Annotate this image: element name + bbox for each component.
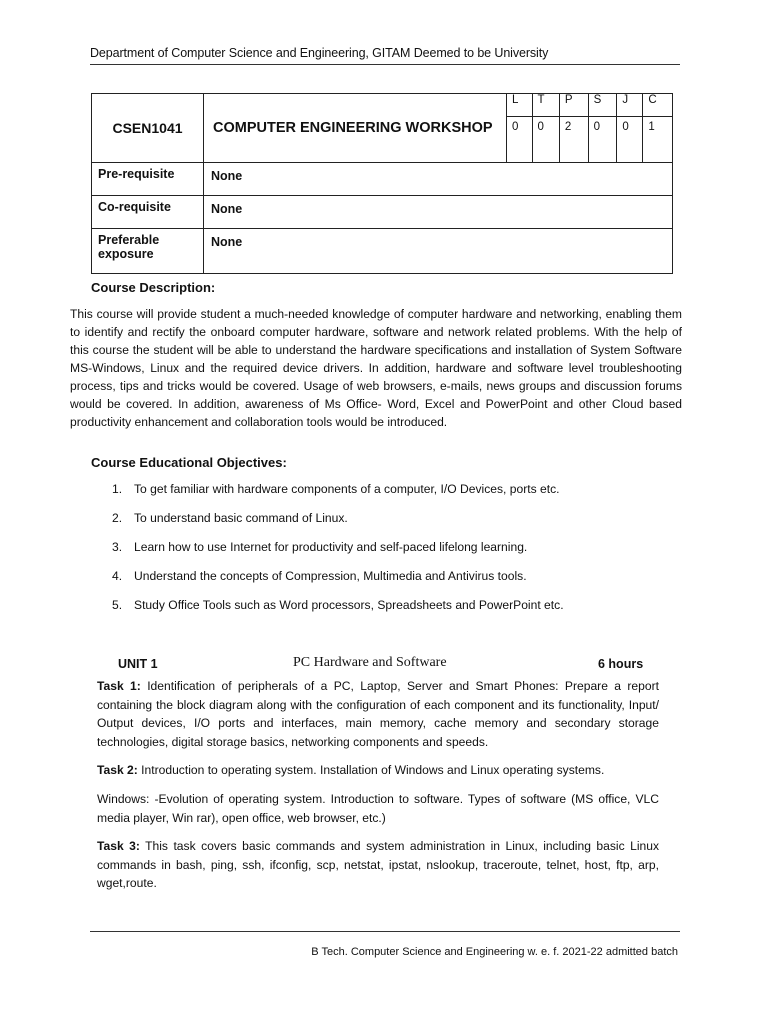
list-item (112, 482, 564, 511)
objectives-heading: Course Educational Objectives: (91, 455, 287, 470)
ltp-label-t: T (532, 94, 559, 117)
task-3-text: This task covers basic commands and system administration in Linux, including basic Linux commands in bash, ping, ssh, ifconfig, scp, netstat, ipstat, nslookup, traceroute, telnet, host, ftp, arp, wget,route. (97, 839, 659, 890)
list-item (112, 569, 564, 598)
prerequisite-value: None (204, 163, 673, 196)
department-header: Department of Computer Science and Engineering, GITAM Deemed to be University (90, 46, 549, 60)
unit-label: UNIT 1 (118, 657, 158, 671)
objective-text: Learn how to use Internet for productivity and self-paced lifelong learning. (134, 540, 528, 554)
list-item (112, 540, 564, 569)
task-3-paragraph (97, 837, 659, 893)
unit-title: PC Hardware and Software (293, 655, 447, 670)
course-code: CSEN1041 (92, 94, 204, 163)
objective-number: 3. (112, 540, 123, 554)
ltp-value-s: 0 (588, 117, 617, 163)
ltp-value-c: 1 (643, 117, 672, 163)
unit-header (118, 655, 648, 675)
credit-structure (507, 94, 673, 163)
objective-text: Understand the concepts of Compression, Multimedia and Antivirus tools. (134, 569, 527, 583)
ltp-label-s: S (588, 94, 617, 117)
footer-text: B Tech. Computer Science and Engineering w. e. f. 2021-22 admitted batch (311, 946, 678, 958)
task-1-text: Identification of peripherals of a PC, Laptop, Server and Smart Phones: Prepare a report containing the block diagram along with the configuration of each component and its functionality, Input/ Output devices, I/O ports and interfaces, main memory, cache memory and secondary storage technologies, digital storage basics, networking components and speeds. (97, 679, 660, 749)
exposure-value: None (204, 229, 673, 274)
course-title: COMPUTER ENGINEERING WORKSHOP (204, 94, 507, 163)
exposure-label: Preferable exposure (92, 229, 204, 274)
corequisite-value: None (204, 196, 673, 229)
ltp-value-j: 0 (617, 117, 643, 163)
windows-paragraph: Windows: -Evolution of operating system. Introduction to software. Types of software (MS office, VLC media player, Win rar), open office, web browser, etc.) (97, 792, 659, 825)
objective-number: 1. (112, 482, 123, 496)
ltp-label-l: L (507, 94, 532, 117)
objective-number: 4. (112, 569, 123, 583)
objectives-list (112, 482, 564, 627)
task-2-text: Introduction to operating system. Installation of Windows and Linux operating systems. (137, 763, 605, 777)
list-item (112, 598, 564, 627)
task-2-paragraph (97, 761, 659, 780)
footer-divider (90, 931, 680, 932)
objective-text: To understand basic command of Linux. (134, 511, 348, 525)
ltp-value-t: 0 (532, 117, 559, 163)
unit-hours: 6 hours (598, 657, 644, 671)
objective-text: To get familiar with hardware components of a computer, I/O Devices, ports etc. (134, 482, 560, 496)
course-description-text: This course will provide student a much-needed knowledge of computer hardware and networking, enabling them to identify and rectify the onboard computer hardware, software and network related problems. With the help of this course the student will be able to understand the hardware specifications and installation of System Software MS-Windows, Linux and the required device drivers. In addition, hardware and software level troubleshooting process, tips and tricks would be covered. Usage of web browsers, e-mails, news groups and discussion forums would be covered. In addition, awareness of Ms Office- Word, Excel and PowerPoint and other Cloud based productivity enhancement and collaboration tools would be introduced. (70, 307, 682, 429)
corequisite-label: Co-requisite (92, 196, 204, 229)
task-2-label: Task 2: (97, 763, 138, 777)
prerequisite-label: Pre-requisite (92, 163, 204, 196)
task-1-paragraph (97, 677, 659, 751)
objective-number: 2. (112, 511, 123, 525)
objective-text: Study Office Tools such as Word processors, Spreadsheets and PowerPoint etc. (134, 598, 564, 612)
header-divider (90, 64, 680, 65)
objective-number: 5. (112, 598, 123, 612)
ltp-label-p: P (559, 94, 588, 117)
ltp-label-c: C (643, 94, 672, 117)
course-description-heading: Course Description: (91, 280, 216, 295)
ltp-value-p: 2 (559, 117, 588, 163)
ltp-label-j: J (617, 94, 643, 117)
course-info-table (91, 93, 673, 274)
task-1-label: Task 1: (97, 679, 141, 693)
ltp-value-l: 0 (507, 117, 532, 163)
list-item (112, 511, 564, 540)
task-3-label: Task 3: (97, 839, 140, 853)
